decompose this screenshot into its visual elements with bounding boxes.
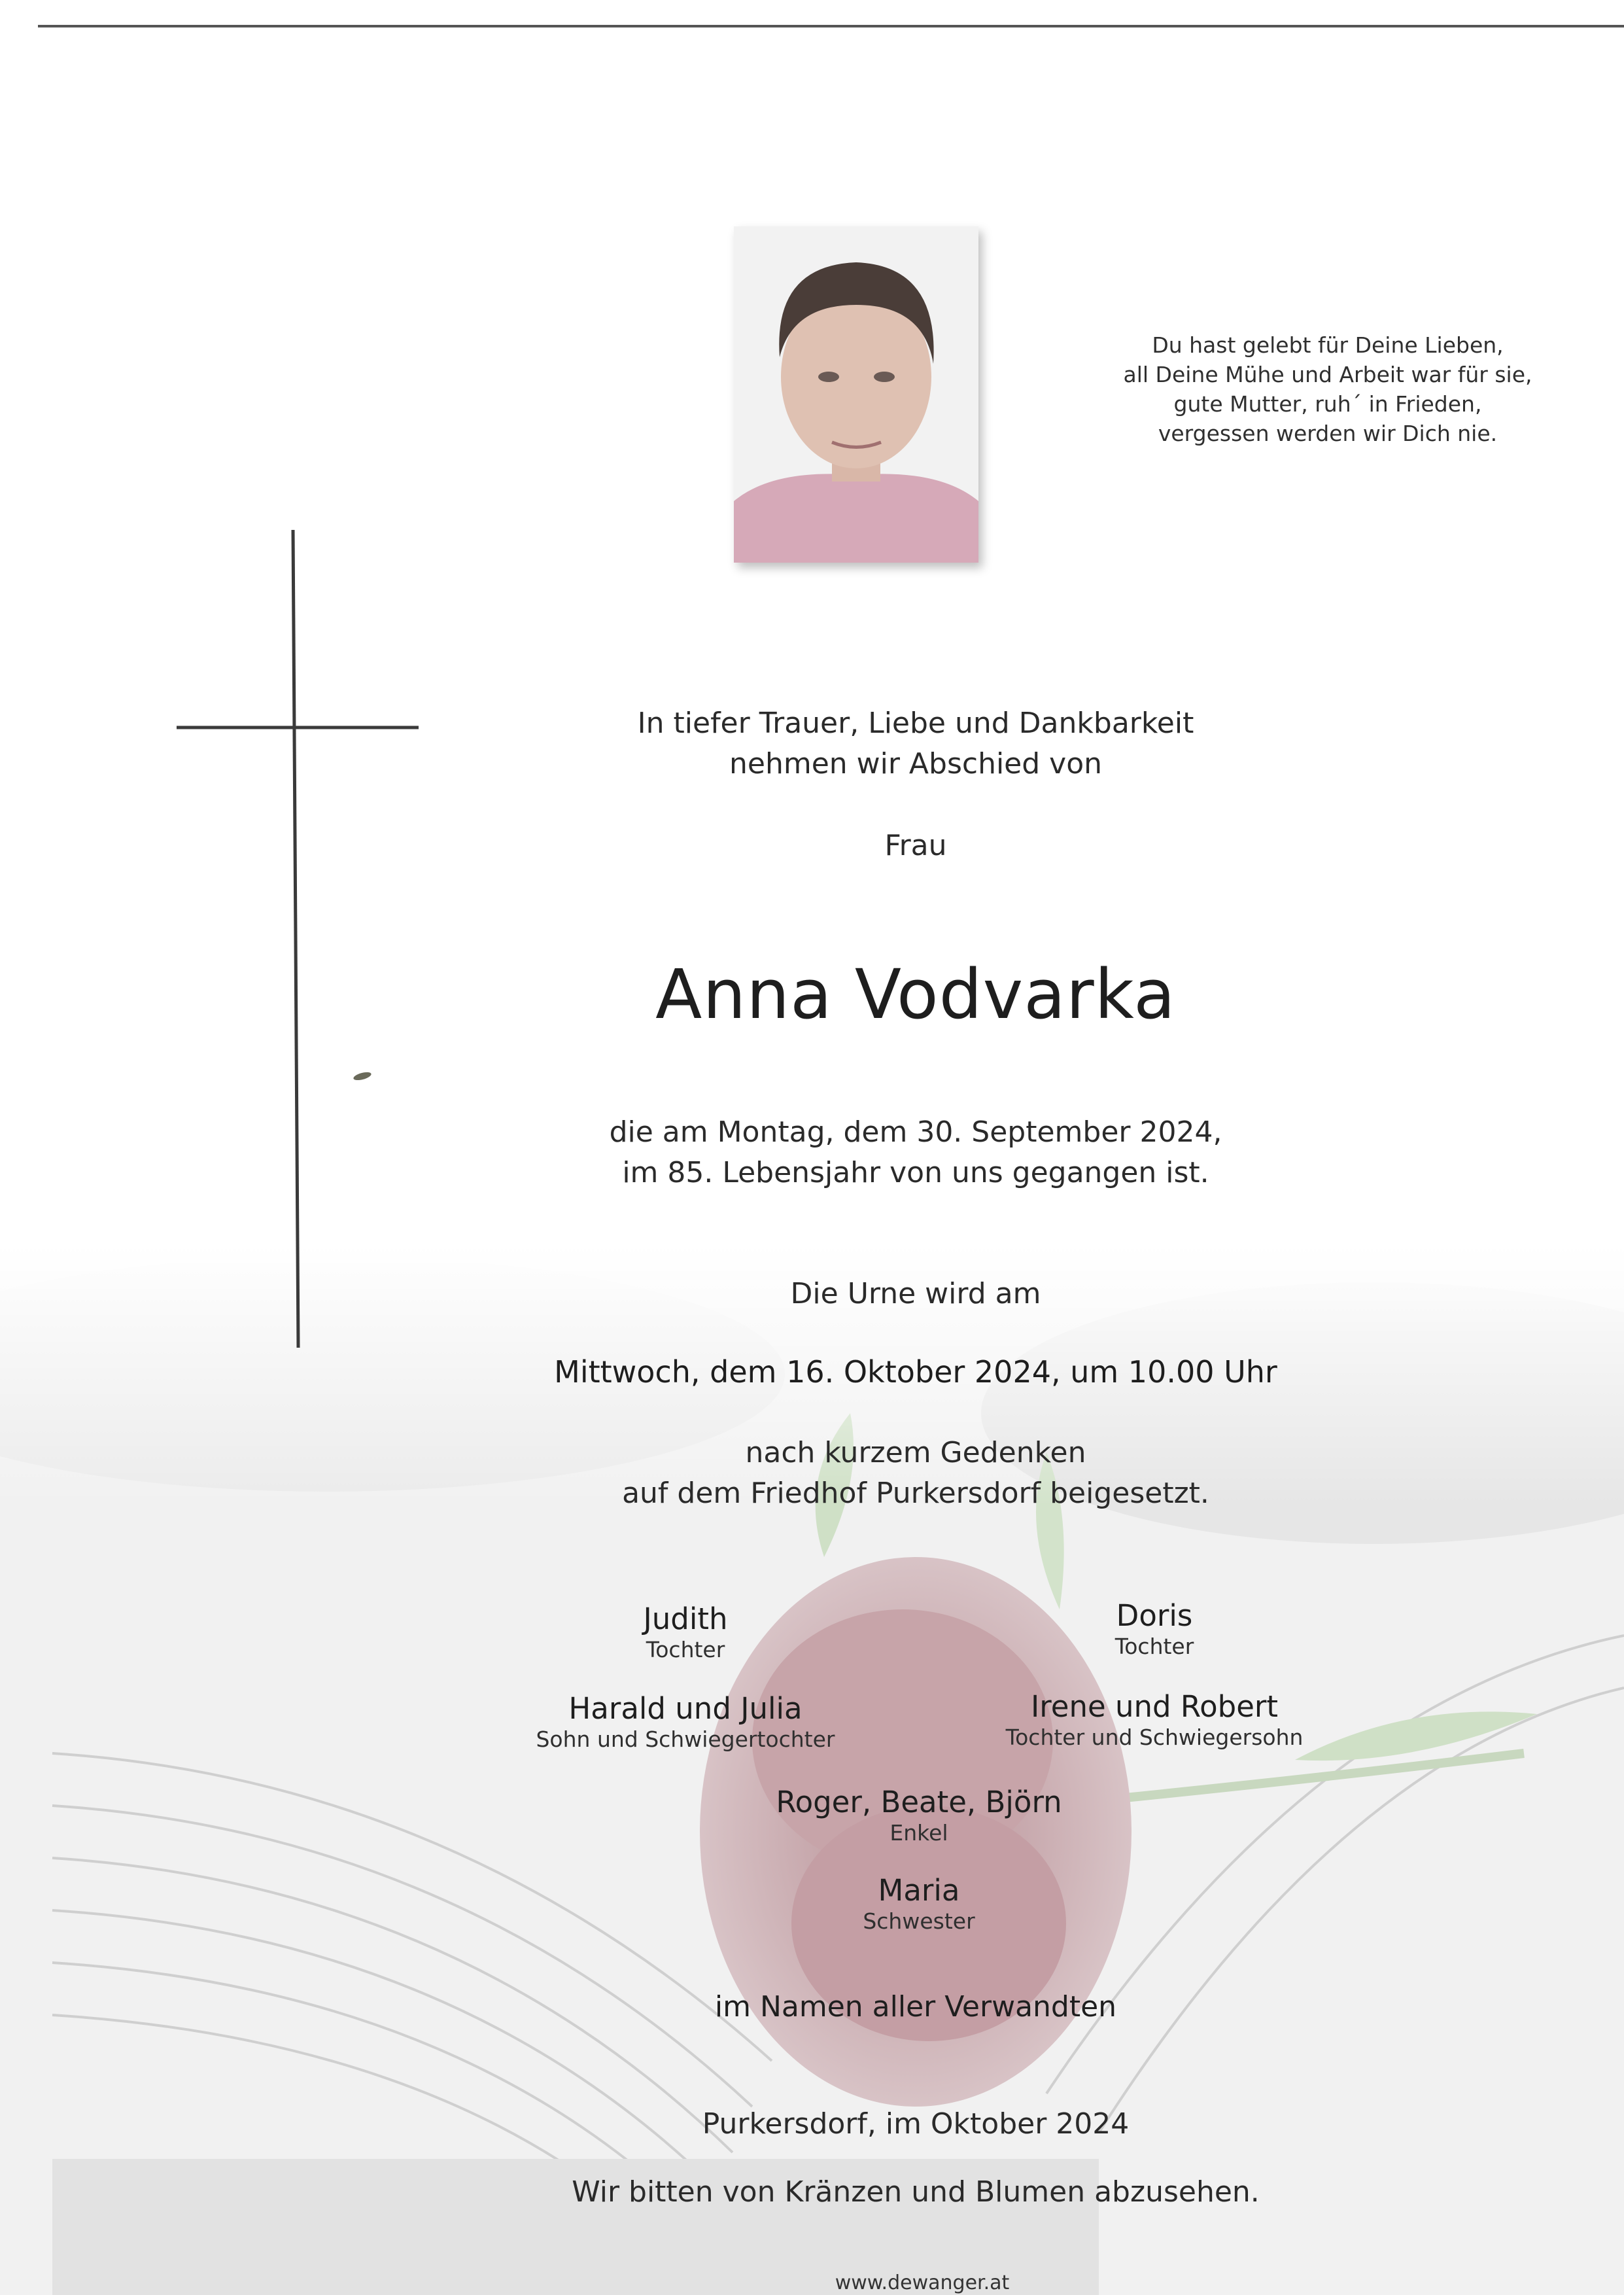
deceased-name: Anna Vodvarka — [655, 955, 1176, 1034]
family-relation: Sohn und Schwiegertochter — [536, 1726, 835, 1752]
family-relation: Schwester — [863, 1908, 975, 1934]
family-name: Maria — [878, 1873, 960, 1908]
footer-url: www.dewanger.at — [835, 2271, 1010, 2294]
family-entry — [437, 1691, 934, 1753]
family-entry — [906, 1598, 1403, 1660]
intro-line-1: In tiefer Trauer, Liebe und Dankbarkeit — [637, 707, 1194, 740]
family-name: Irene und Robert — [1030, 1689, 1279, 1724]
memorial-poem — [1060, 330, 1596, 448]
death-line-2: im 85. Lebensjahr von uns gegangen ist. — [622, 1156, 1209, 1189]
relatives-line: im Namen aller Verwandten — [714, 1990, 1117, 2023]
family-entry — [670, 1873, 1167, 1935]
poem-line: all Deine Mühe und Arbeit war für sie, — [1123, 362, 1532, 387]
place-date: Purkersdorf, im Oktober 2024 — [702, 2107, 1130, 2141]
family-name: Judith — [643, 1602, 728, 1636]
burial-datetime: Mittwoch, dem 16. Oktober 2024, um 10.00 Uhr — [554, 1354, 1277, 1390]
poem-line: vergessen werden wir Dich nie. — [1158, 421, 1498, 446]
family-relation: Tochter — [1114, 1634, 1194, 1659]
poem-line: Du hast gelebt für Deine Lieben, — [1152, 332, 1504, 358]
family-relation: Tochter und Schwiegersohn — [1005, 1725, 1304, 1750]
family-entry — [906, 1689, 1403, 1751]
burial-intro: Die Urne wird am — [790, 1277, 1041, 1310]
family-name: Harald und Julia — [568, 1691, 803, 1726]
burial-line-2: auf dem Friedhof Purkersdorf beigesetzt. — [622, 1477, 1209, 1510]
family-name: Doris — [1116, 1598, 1193, 1633]
family-relation: Enkel — [890, 1820, 948, 1846]
intro-line-2: nehmen wir Abschied von — [729, 747, 1103, 780]
burial-line-1: nach kurzem Gedenken — [745, 1436, 1086, 1469]
portrait-photo — [734, 226, 978, 563]
cross-icon — [177, 530, 425, 1354]
salutation: Frau — [884, 829, 947, 862]
poem-line: gute Mutter, ruh´ in Frieden, — [1173, 391, 1482, 417]
top-scan-line — [38, 25, 1624, 27]
flowers-request: Wir bitten von Kränzen und Blumen abzusehen. — [572, 2175, 1260, 2209]
death-line-1: die am Montag, dem 30. September 2024, — [609, 1115, 1222, 1149]
family-name: Roger, Beate, Björn — [776, 1785, 1062, 1819]
family-entry — [437, 1602, 934, 1663]
family-relation: Tochter — [646, 1637, 725, 1662]
family-entry — [670, 1785, 1167, 1846]
